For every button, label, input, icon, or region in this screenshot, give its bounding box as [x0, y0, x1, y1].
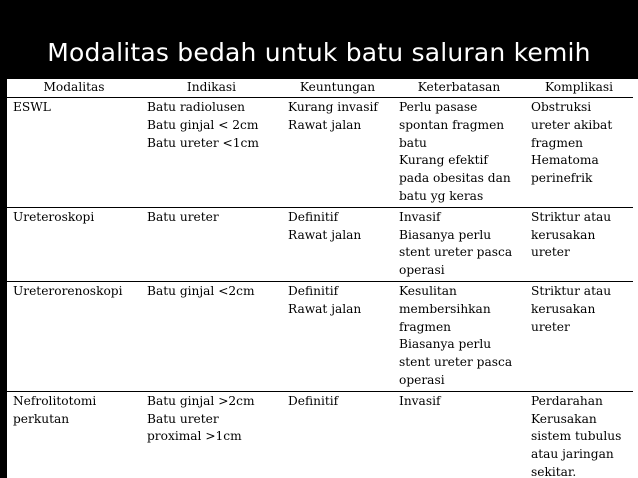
cell-line: stent ureter pasca	[399, 245, 513, 260]
cell-line: Kurang invasif	[288, 100, 378, 114]
cell-line: Obstruksi	[531, 100, 592, 114]
cell-komplikasi	[525, 391, 633, 478]
cell-keuntungan	[282, 207, 393, 281]
cell-line: Definitif	[288, 209, 339, 224]
cell-line: batu	[399, 135, 427, 150]
cell-line: batu yg keras	[399, 188, 484, 203]
cell-line: ESWL	[13, 100, 51, 114]
cell-line: Batu ureter	[147, 209, 219, 224]
cell-komplikasi	[525, 281, 633, 391]
cell-modalitas	[7, 98, 141, 208]
cell-line: Batu ureter <1cm	[147, 135, 259, 150]
cell-line: sistem tubulus	[531, 429, 622, 444]
header-komplikasi: Komplikasi	[525, 79, 633, 98]
cell-line: perinefrik	[531, 171, 593, 186]
cell-line: Perlu pasase	[399, 100, 478, 114]
cell-line: spontan fragmen	[399, 117, 505, 132]
cell-line: proximal >1cm	[147, 429, 242, 444]
table-row	[7, 207, 633, 281]
cell-komplikasi	[525, 98, 633, 208]
cell-line: fragmen	[399, 319, 452, 334]
cell-line: operasi	[399, 372, 445, 387]
cell-line: Kerusakan	[531, 411, 597, 426]
header-indikasi: Indikasi	[141, 79, 282, 98]
table-row	[7, 391, 633, 478]
cell-line: Batu ureter	[147, 411, 219, 426]
cell-line: Striktur atau	[531, 283, 612, 298]
cell-line: Batu ginjal >2cm	[147, 393, 255, 408]
cell-line: Kurang efektif	[399, 153, 488, 168]
cell-line: stent ureter pasca	[399, 355, 513, 370]
cell-keuntungan	[282, 391, 393, 478]
table-body	[7, 98, 633, 478]
cell-keuntungan	[282, 281, 393, 391]
cell-line: Kesulitan	[399, 283, 457, 298]
cell-line: ureter akibat	[531, 117, 613, 132]
cell-line: fragmen	[531, 135, 584, 150]
cell-komplikasi	[525, 207, 633, 281]
cell-line: kerusakan	[531, 227, 596, 242]
cell-line: Batu radiolusen	[147, 100, 246, 114]
cell-modalitas	[7, 281, 141, 391]
table-header-row	[7, 79, 633, 98]
header-modalitas: Modalitas	[7, 79, 141, 98]
cell-modalitas	[7, 391, 141, 478]
cell-line: Biasanya perlu	[399, 337, 492, 352]
cell-line: ureter	[531, 319, 570, 334]
cell-line: operasi	[399, 263, 445, 278]
cell-line: Invasif	[399, 393, 441, 408]
cell-line: Definitif	[288, 393, 339, 408]
cell-indikasi	[141, 391, 282, 478]
cell-line: Perdarahan	[531, 393, 603, 408]
table-panel	[7, 79, 638, 478]
cell-keuntungan	[282, 98, 393, 208]
cell-line: Rawat jalan	[288, 227, 362, 242]
cell-line: Striktur atau	[531, 209, 612, 224]
cell-line: Batu ginjal < 2cm	[147, 117, 259, 132]
cell-indikasi	[141, 207, 282, 281]
cell-line: Biasanya perlu	[399, 227, 492, 242]
cell-keterbatasan	[393, 207, 525, 281]
cell-line: ureter	[531, 245, 570, 260]
cell-line: perkutan	[13, 411, 70, 426]
cell-line: sekitar.	[531, 464, 577, 478]
cell-line: Nefrolitotomi	[13, 393, 97, 408]
cell-line: Rawat jalan	[288, 117, 362, 132]
table-row	[7, 98, 633, 208]
cell-keterbatasan	[393, 98, 525, 208]
cell-line: membersihkan	[399, 301, 491, 316]
cell-line: atau jaringan	[531, 447, 614, 462]
table-row	[7, 281, 633, 391]
slide-title: Modalitas bedah untuk batu saluran kemih	[47, 38, 591, 67]
cell-line: Ureterorenoskopi	[13, 283, 123, 298]
cell-line: Ureteroskopi	[13, 209, 95, 224]
cell-line: pada obesitas dan	[399, 171, 511, 186]
header-keterbatasan: Keterbatasan	[393, 79, 525, 98]
cell-indikasi	[141, 281, 282, 391]
cell-line: Definitif	[288, 283, 339, 298]
cell-line: Hematoma	[531, 153, 599, 168]
cell-line: kerusakan	[531, 301, 596, 316]
cell-line: Batu ginjal <2cm	[147, 283, 255, 298]
cell-keterbatasan	[393, 391, 525, 478]
cell-line: Rawat jalan	[288, 301, 362, 316]
cell-keterbatasan	[393, 281, 525, 391]
cell-modalitas	[7, 207, 141, 281]
modalities-table	[7, 79, 633, 478]
cell-indikasi	[141, 98, 282, 208]
cell-line: Invasif	[399, 209, 441, 224]
header-keuntungan: Keuntungan	[282, 79, 393, 98]
